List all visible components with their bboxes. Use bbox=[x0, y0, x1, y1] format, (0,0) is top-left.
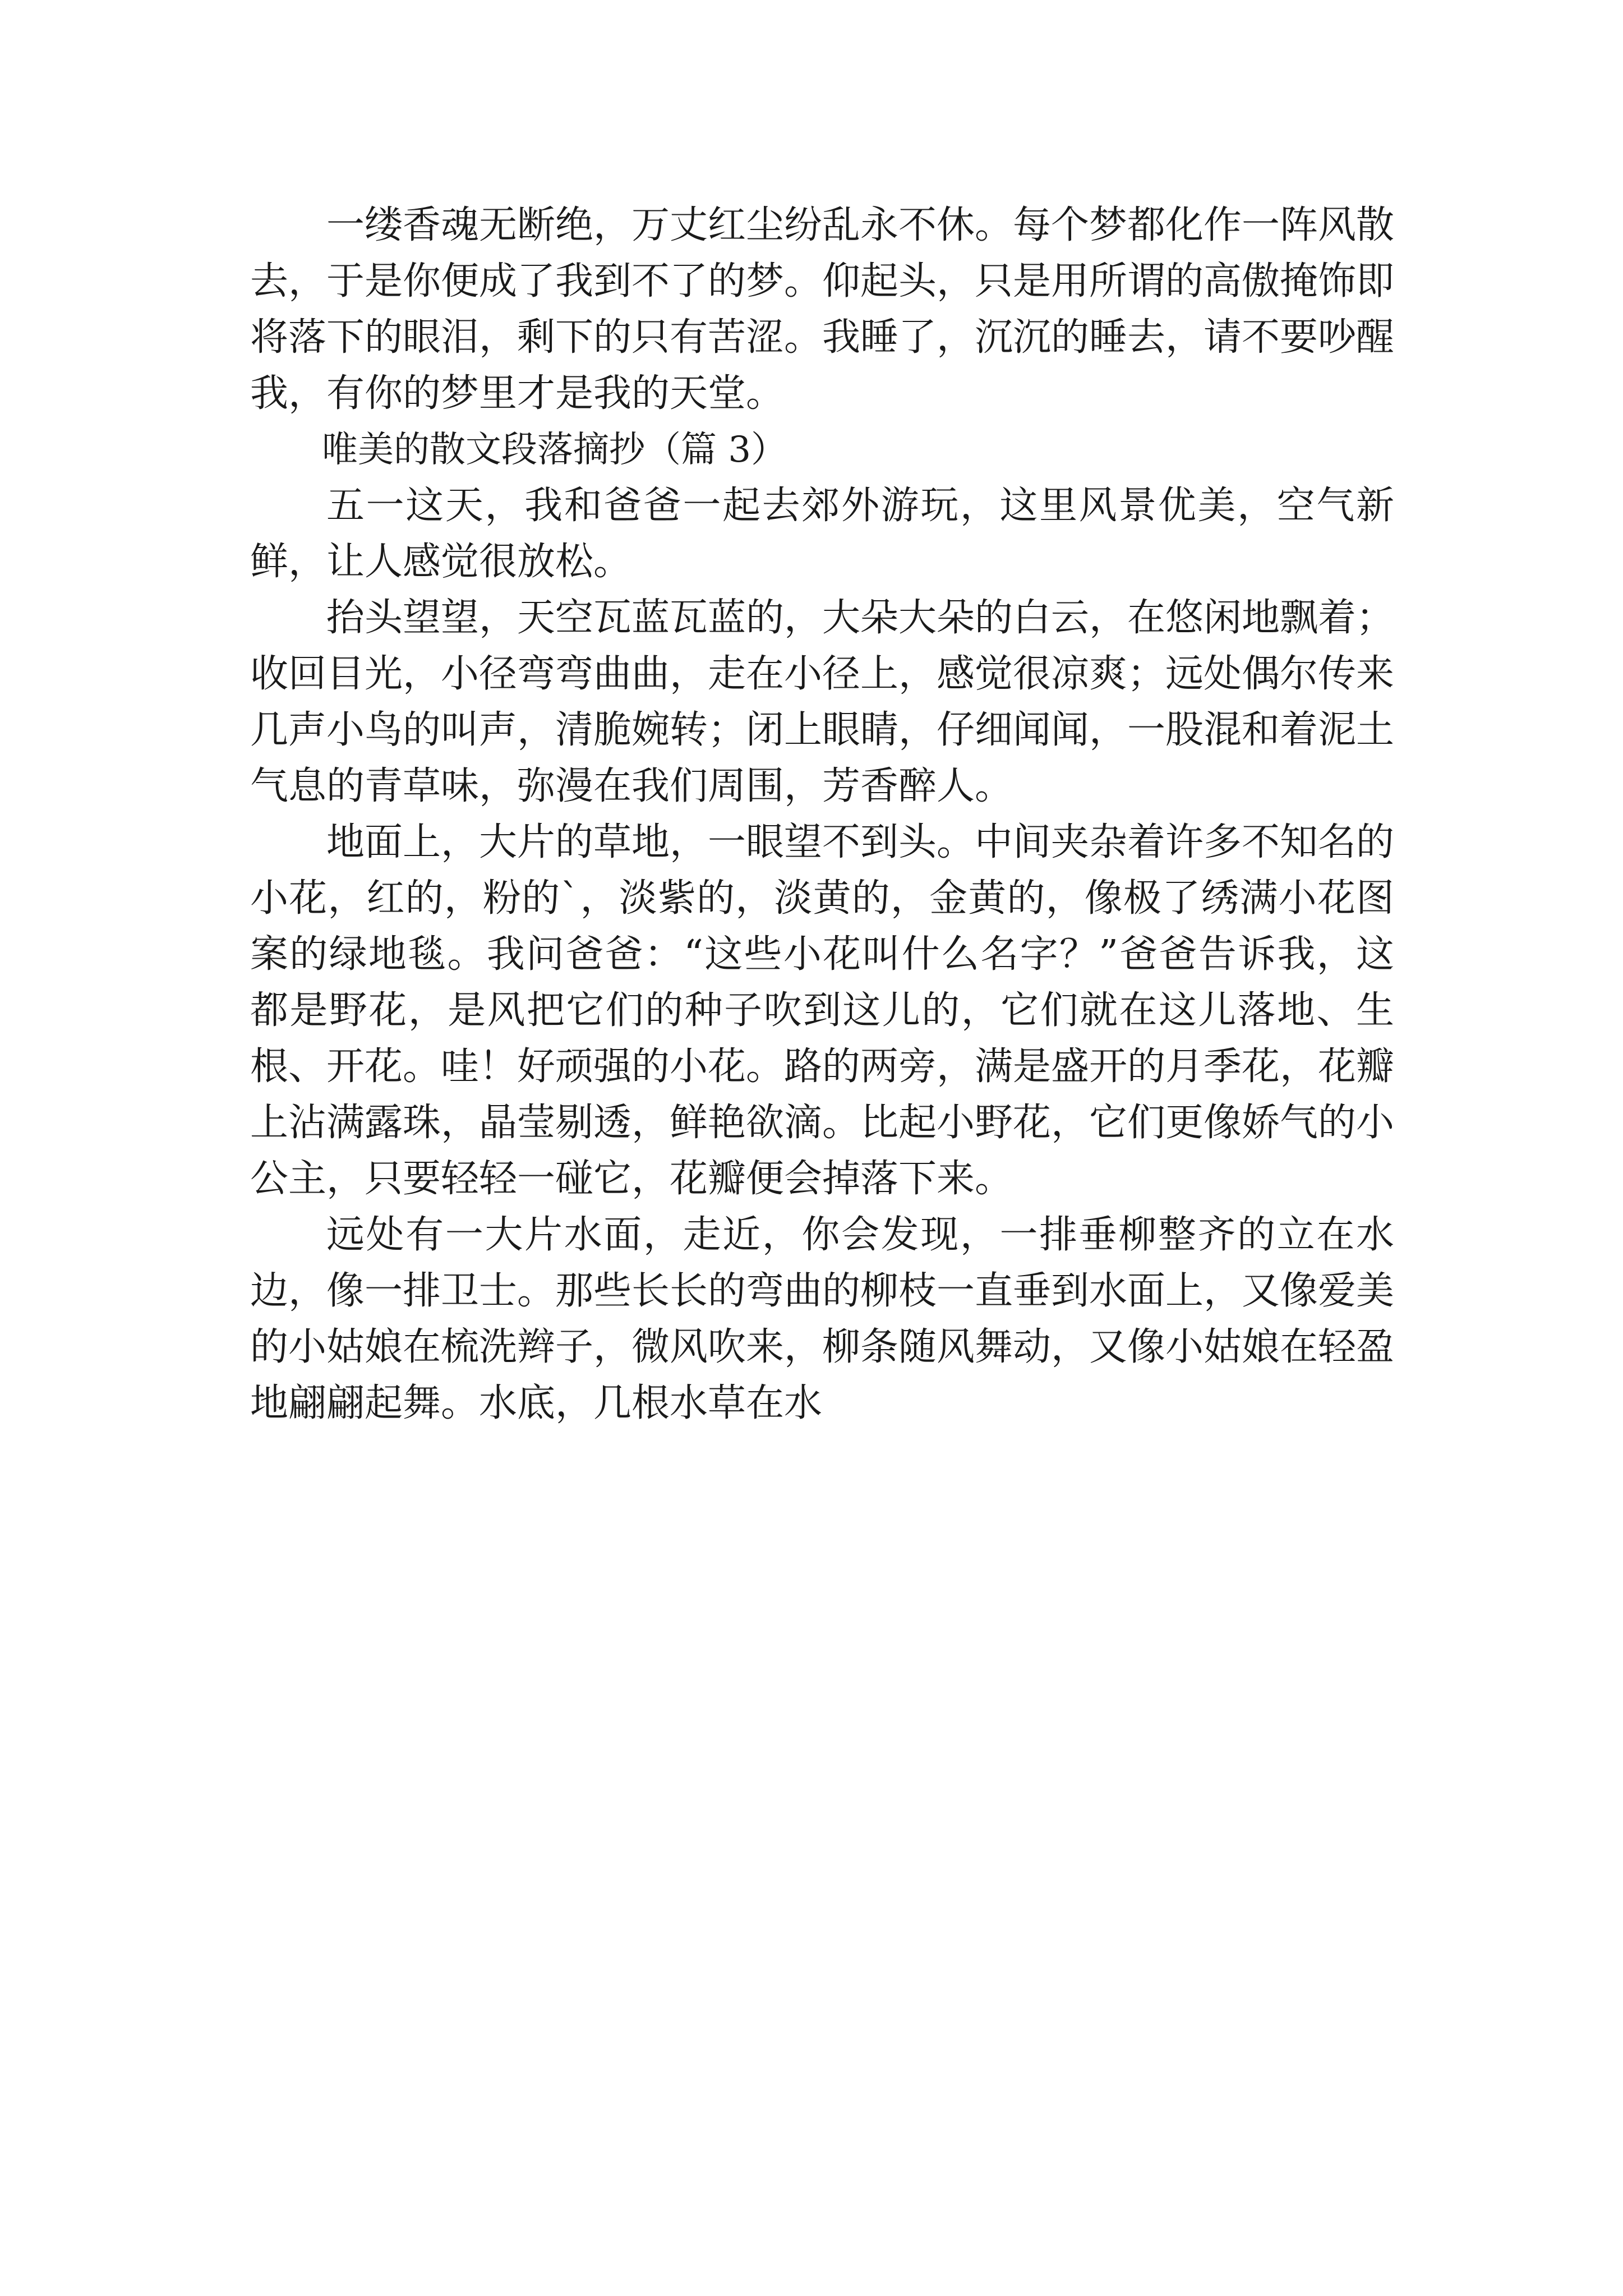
paragraph-3: 抬头望望，天空瓦蓝瓦蓝的，大朵大朵的白云，在悠闲地飘着；收回目光，小径弯弯曲曲，走在小径上，感觉很凉爽；远处偶尔传来几声小鸟的叫声，清脆婉转；闭上眼睛，仔细闻闻，一股混和着泥土气息的青草味，弥漫在我们周围，芳香醉人。 bbox=[250, 596, 1395, 808]
paragraph-4: 地面上，大片的草地，一眼望不到头。中间夹杂着许多不知名的小花，红的，粉的`，淡紫的，淡黄的，金黄的，像极了绣满小花图案的绿地毯。我问爸爸：“这些小花叫什么名字？”爸爸告诉我，这都是野花，是风把它们的种子吹到这儿的，它们就在这儿落地、生根、开花。哇！好顽强的小花。路的两旁，满是盛开的月季花，花瓣上沾满露珠，晶莹剔透，鲜艳欲滴。比起小野花，它们更像娇气的小公主，只要轻轻一碰它，花瓣便会掉落下来。 bbox=[250, 820, 1395, 1201]
paragraph-1: 一缕香魂无断绝，万丈红尘纷乱永不休。每个梦都化作一阵风散去，于是你便成了我到不了的梦。仰起头，只是用所谓的高傲掩饰即将落下的眼泪，剩下的只有苦涩。我睡了，沉沉的睡去，请不要吵醒我，有你的梦里才是我的天堂。 bbox=[250, 203, 1395, 416]
document-body bbox=[250, 197, 1394, 1432]
paragraph-5: 远处有一大片水面，走近，你会发现，一排垂柳整齐的立在水边，像一排卫士。那些长长的弯曲的柳枝一直垂到水面上，又像爱美的小姑娘在梳洗辫子，微风吹来，柳条随风舞动，又像小姑娘在轻盈地翩翩起舞。水底，几根水草在水 bbox=[250, 1213, 1395, 1425]
section-heading: 唯美的散文段落摘抄（篇 3） bbox=[322, 429, 787, 471]
paragraph-2: 五一这天，我和爸爸一起去郊外游玩，这里风景优美，空气新鲜，让人感觉很放松。 bbox=[250, 484, 1394, 584]
